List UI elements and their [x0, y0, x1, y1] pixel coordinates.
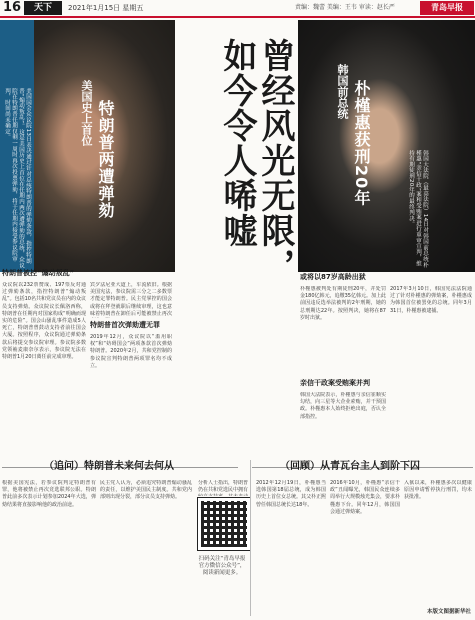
qr-caption: 扫码关注“青岛早报官方微信公众号”，阅读新闻更多。 — [198, 556, 246, 576]
park-photo — [298, 20, 475, 272]
right-subhead-top: 或将以87岁高龄出狱 — [300, 273, 366, 281]
left-band-title: （追问）特朗普未来何去何从 — [44, 461, 174, 472]
park-subtitle: 韩国前总统 — [336, 64, 349, 119]
right-article-col1: 朴槿惠被判处有期徒刑20年，并处罚金180亿韩元，追缴35亿韩元。加上此前因违反选举法被判的2年刑期，她的总刑期达22年。按照判决，她将在87岁时出狱。 — [300, 286, 386, 321]
left-article-col2: 宾夕法尼亚大道上，车流依旧。根据美国宪法，参议院需三分之二多数票才能定罪特朗普。民主党掌控的国会或将在拜登就职后继续审理，这也意味着特朗普在卸任后可能被禁止再次 — [90, 282, 172, 317]
main-headline: 曾经风光无限，如今令人唏嘘 — [217, 38, 295, 283]
left-article-col3: 2019年12月，众议院以“滥用职权”和“妨碍国会”两项条款首次弹劾特朗普。2020年2月，共和党控制的参议院宣判特朗普两项罪名均不成立。 — [90, 334, 172, 369]
right-band-title: （回顾）从青瓦台主人到阶下囚 — [280, 461, 420, 472]
trump-subtitle: 美国史上首位 — [80, 80, 93, 146]
qr-code-icon[interactable] — [198, 498, 250, 550]
trump-caption: 美国国会众议院13日表决通过针对总统特朗普的弹劾条款，指控特朗普“煽动叛乱”。这是美国历史上首位在任期内两次遭弹劾的总统，众议院在特朗普任期仅剩一周时再次投票弹劾，将于任期内接受参议院审判，时间尚未确定。 — [4, 88, 31, 269]
page-header — [0, 0, 475, 18]
park-caption: 韩国大法院（最高法院）14日对韩国前总统朴槿惠“亲信干政”案和受贿案进行重审宣判，维持有期徒刑20年的最终判决。 — [408, 150, 428, 268]
bottom-right-col3: 入狱以来，朴槿惠多次以健康原因申请暂停执行刑罚，均未获批准。 — [404, 480, 472, 501]
bottom-left-col1: 根据美国宪法，若参议院判定特朗普有罪，他将被禁止再次竞选联邦公职。特朗普此前多次表示计划参加2024年大选，弹劾结果将直接影响他的政治前途。 — [2, 480, 96, 508]
right-subhead2: 亲信干政案受贿案并判 — [300, 379, 370, 387]
bottom-left-col3: 分析人士指出，特朗普仍在共和党选民中拥有 — [198, 480, 248, 494]
bottom-left-col2: 民主党人认为，必须追究特朗普煽动骚乱的责任，以维护美国民主制度。共和党内部则出现分裂，部分议员支持弹劾。 — [100, 480, 192, 501]
column-divider — [250, 460, 251, 616]
editor-credits: 责编：魏蕾 美编：王韦 审读：赵长严 — [295, 4, 395, 11]
source-note: 本版文图据新华社 — [426, 609, 471, 615]
park-title: 朴槿惠获刑20年 — [352, 80, 371, 207]
bottom-right-col2: 2016年10月，朴槿惠“亲信干政”丑闻曝光，韩国民众连续多周举行大规模烛光集会，要求朴槿惠下台。同年12月，韩国国会通过弹劾案。 — [330, 480, 400, 515]
right-article-col2: 2017年3月10日，韩国宪法法院通过了针对朴槿惠的弹劾案，朴槿惠成为韩国首位被罢免的总统。同年3月31日，朴槿惠被逮捕。 — [390, 286, 472, 314]
issue-date: 2021年1月15日 星期五 — [68, 4, 144, 12]
bottom-right-col1: 2012年12月19日，朴槿惠当选韩国第18届总统，成为韩国历史上首位女总统。其父朴正熙曾任韩国总统长达18年。 — [256, 480, 326, 508]
left-subhead2: 特朗普首次弹劾遭无罪 — [90, 321, 160, 329]
newspaper-logo: 青岛早报 — [420, 1, 474, 15]
left-article-col1: 众议院以232票赞成、197票反对通过弹劾条款，指控特朗普“煽动叛乱”。包括10名共和党议员在内的众议员支持弹劾。众议院议长佩洛西称，特朗普在任期内对国家构成“明确而现实的危险”。国会山骚乱事件造成5人死亡，特朗普曾鼓动支持者前往国会大厦。按照程序，众议院通过弹劾条款后将提交参议院审理。参议院多数党领袖麦康奈尔表示，参议院无法在特朗普1月20日离任前完成审理。 — [2, 282, 86, 361]
page-number: 16 — [3, 0, 22, 15]
left-subhead-top: 特朗普被控“煽动叛乱” — [2, 269, 75, 277]
trump-title: 特朗普两遭弹劾 — [96, 100, 115, 219]
section-label: 天下 — [24, 1, 62, 15]
right-article-col3: 韩国大法院表示，朴槿惠与亲信崔顺实勾结，向三星等大企业索贿，并干预国政。朴槿惠本人始终拒绝出庭，否认全部指控。 — [300, 392, 386, 420]
